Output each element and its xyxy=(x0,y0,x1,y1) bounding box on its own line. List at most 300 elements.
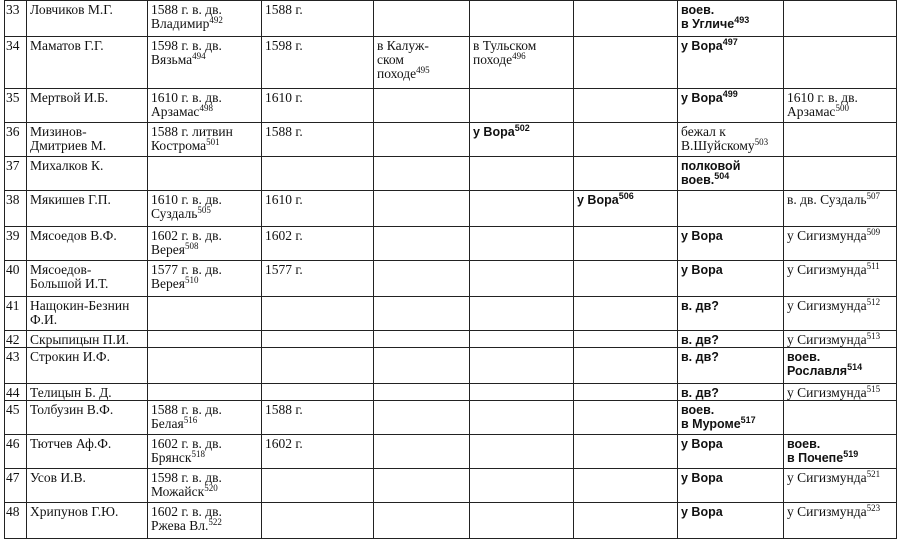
cell-text xyxy=(473,125,570,139)
footnote-ref: 522 xyxy=(208,517,222,527)
table-cell xyxy=(27,89,148,123)
cell-text: Ловчиков М.Г. xyxy=(30,2,113,17)
cell-text xyxy=(151,519,258,533)
table-row xyxy=(5,123,897,157)
table-cell xyxy=(374,503,470,539)
table-cell xyxy=(574,191,678,227)
table-cell xyxy=(784,348,897,384)
footnote-ref: 497 xyxy=(722,37,738,47)
cell-text: 1610 г. в. дв. xyxy=(151,90,222,105)
cell-text xyxy=(151,243,258,257)
table-row xyxy=(5,401,897,435)
cell-text xyxy=(787,471,893,485)
cell-text: у Сигизмунда xyxy=(787,504,867,519)
table-cell xyxy=(784,261,897,297)
footnote-ref: 496 xyxy=(512,51,526,61)
table-cell xyxy=(470,1,574,37)
table-cell xyxy=(678,297,784,331)
table-cell xyxy=(374,469,470,503)
cell-text: 1588 г. xyxy=(265,124,303,139)
table-cell xyxy=(262,261,374,297)
table-cell xyxy=(784,89,897,123)
table-body xyxy=(5,1,897,539)
cell-text: Арзамас xyxy=(787,104,836,119)
table-cell xyxy=(678,227,784,261)
cell-text: Мизинов- xyxy=(30,124,87,139)
cell-text xyxy=(151,139,258,153)
table-cell xyxy=(678,435,784,469)
cell-text: в Угличе xyxy=(681,17,735,31)
table-cell xyxy=(784,297,897,331)
table-cell xyxy=(148,331,262,348)
table-cell xyxy=(27,297,148,331)
footnote-ref: 508 xyxy=(184,241,199,251)
table-cell xyxy=(27,384,148,401)
table-cell xyxy=(470,435,574,469)
cell-text xyxy=(151,485,258,499)
table-row xyxy=(5,261,897,297)
table-row xyxy=(5,331,897,348)
table-cell xyxy=(784,401,897,435)
table-row xyxy=(5,89,897,123)
row-number: 40 xyxy=(5,261,27,297)
table-cell xyxy=(27,469,148,503)
row-number: 42 xyxy=(5,331,27,348)
table-cell xyxy=(148,261,262,297)
table-cell xyxy=(148,401,262,435)
table-cell xyxy=(374,435,470,469)
table-cell xyxy=(470,261,574,297)
table-cell xyxy=(27,503,148,539)
table-cell xyxy=(678,348,784,384)
row-number: 48 xyxy=(5,503,27,539)
row-number: 47 xyxy=(5,469,27,503)
table-row xyxy=(5,469,897,503)
cell-text xyxy=(473,53,570,67)
table-cell xyxy=(148,227,262,261)
cell-text: в. дв? xyxy=(681,333,719,347)
cell-text: 1602 г. в. дв. xyxy=(151,504,222,519)
table-cell xyxy=(374,37,470,89)
table-cell xyxy=(784,435,897,469)
table-cell xyxy=(574,37,678,89)
footnote-ref: 500 xyxy=(835,103,849,113)
table-cell xyxy=(678,469,784,503)
table-cell xyxy=(262,297,374,331)
footnote-ref: 502 xyxy=(514,123,530,133)
footnote-ref: 520 xyxy=(204,483,218,493)
table-cell xyxy=(470,157,574,191)
table-cell xyxy=(148,123,262,157)
table-cell xyxy=(678,89,784,123)
table-cell xyxy=(27,191,148,227)
table-cell xyxy=(574,261,678,297)
cell-text: Владимир xyxy=(151,16,210,31)
footnote-ref: 516 xyxy=(183,415,198,425)
footnote-ref: 511 xyxy=(866,261,880,271)
table-cell xyxy=(27,227,148,261)
cell-text: Белая xyxy=(151,416,184,431)
cell-text: в. дв? xyxy=(681,350,719,364)
table-row xyxy=(5,191,897,227)
table-cell xyxy=(148,384,262,401)
table-cell xyxy=(574,297,678,331)
row-number: 46 xyxy=(5,435,27,469)
table-cell xyxy=(678,503,784,539)
cell-text: Вязьма xyxy=(151,52,193,67)
cell-text: 1602 г. в. дв. xyxy=(151,228,222,243)
table-cell xyxy=(678,1,784,37)
footnote-ref: 514 xyxy=(847,362,863,372)
cell-text: 1610 г. в. дв. xyxy=(787,90,858,105)
table-cell xyxy=(374,227,470,261)
cell-text: у Вора xyxy=(577,193,619,207)
cell-text: 1588 г. в. дв. xyxy=(151,2,222,17)
cell-text: 1577 г. xyxy=(265,262,303,277)
table-cell xyxy=(262,348,374,384)
table-cell xyxy=(148,89,262,123)
cell-text: 1598 г. xyxy=(265,38,303,53)
table-cell xyxy=(678,401,784,435)
cell-text: Телицын Б. Д. xyxy=(30,385,112,400)
table-cell xyxy=(784,384,897,401)
cell-text xyxy=(787,386,893,400)
cell-text: Хрипунов Г.Ю. xyxy=(30,504,119,519)
footnote-ref: 501 xyxy=(206,137,220,147)
row-number: 45 xyxy=(5,401,27,435)
table-cell xyxy=(262,401,374,435)
cell-text: воев. xyxy=(787,350,821,364)
cell-text: у Сигизмунда xyxy=(787,332,867,347)
table-cell xyxy=(678,123,784,157)
cell-text: ском xyxy=(377,52,404,67)
table-cell xyxy=(470,401,574,435)
cell-text: 1588 г. xyxy=(265,2,303,17)
table-cell xyxy=(784,469,897,503)
cell-text: 1602 г. xyxy=(265,228,303,243)
cell-text: у Вора xyxy=(681,505,723,519)
footnote-ref: 504 xyxy=(714,171,730,181)
cell-text: Дмитриев М. xyxy=(30,138,107,153)
table-row xyxy=(5,384,897,401)
table-cell xyxy=(574,384,678,401)
table-cell xyxy=(374,348,470,384)
cell-text xyxy=(787,193,893,207)
cell-text: 1598 г. в. дв. xyxy=(151,470,222,485)
table-cell xyxy=(470,331,574,348)
table-cell xyxy=(262,123,374,157)
table-row xyxy=(5,157,897,191)
table-cell xyxy=(470,503,574,539)
nobles-table xyxy=(4,0,897,539)
cell-text: у Сигизмунда xyxy=(787,470,867,485)
table-cell xyxy=(470,123,574,157)
table-cell xyxy=(148,348,262,384)
table-cell xyxy=(374,261,470,297)
cell-text: Скрыпицын П.И. xyxy=(30,332,129,347)
table-cell xyxy=(262,191,374,227)
table-cell xyxy=(262,435,374,469)
table-cell xyxy=(27,1,148,37)
cell-text: Усов И.В. xyxy=(30,470,86,485)
table-row xyxy=(5,297,897,331)
table-cell xyxy=(470,191,574,227)
table-cell xyxy=(574,503,678,539)
cell-text: в. дв? xyxy=(681,386,719,400)
cell-text: у Вора xyxy=(681,437,723,451)
table-cell xyxy=(27,157,148,191)
cell-text xyxy=(787,105,893,119)
footnote-ref: 517 xyxy=(740,415,756,425)
table-cell xyxy=(470,297,574,331)
cell-text xyxy=(681,39,780,53)
cell-text: В.Шуйскому xyxy=(681,138,755,153)
table-cell xyxy=(574,227,678,261)
cell-text: 1577 г. в. дв. xyxy=(151,262,222,277)
cell-text: в. дв. Суздаль xyxy=(787,192,867,207)
cell-text: Ф.И. xyxy=(30,312,58,327)
table-cell xyxy=(148,37,262,89)
cell-text: 1610 г. в. дв. xyxy=(151,192,222,207)
table-row xyxy=(5,435,897,469)
table-cell xyxy=(574,469,678,503)
table-cell xyxy=(470,348,574,384)
cell-text xyxy=(151,53,258,67)
cell-text xyxy=(681,417,780,431)
table-cell xyxy=(784,503,897,539)
footnote-ref: 503 xyxy=(754,137,769,147)
cell-text: у Сигизмунда xyxy=(787,298,867,313)
cell-text: Кострома xyxy=(151,138,207,153)
cell-text: 1588 г. литвин xyxy=(151,124,233,139)
footnote-ref: 509 xyxy=(866,227,881,237)
cell-text: Мясоедов- xyxy=(30,262,92,277)
cell-text xyxy=(151,17,258,31)
cell-text xyxy=(787,333,893,347)
cell-text: полковой xyxy=(681,159,741,173)
cell-text: Ржева Вл. xyxy=(151,518,209,533)
cell-text: 1598 г. в. дв. xyxy=(151,38,222,53)
cell-text: походе xyxy=(473,52,513,67)
row-number: 37 xyxy=(5,157,27,191)
footnote-ref: 513 xyxy=(866,331,881,341)
table-cell xyxy=(784,191,897,227)
table-cell xyxy=(374,384,470,401)
cell-text xyxy=(681,17,780,31)
table-cell xyxy=(574,157,678,191)
cell-text xyxy=(377,67,466,81)
cell-text: у Сигизмунда xyxy=(787,385,867,400)
cell-text: Толбузин В.Ф. xyxy=(30,402,114,417)
table-cell xyxy=(27,37,148,89)
cell-text: у Вора xyxy=(681,263,723,277)
cell-text: в Муроме xyxy=(681,417,741,431)
table-cell xyxy=(574,331,678,348)
cell-text xyxy=(681,91,780,105)
cell-text xyxy=(681,173,780,187)
table-cell xyxy=(148,469,262,503)
cell-text: в Почепе xyxy=(787,451,844,465)
cell-text: у Сигизмунда xyxy=(787,228,867,243)
cell-text: Рославля xyxy=(787,364,848,378)
table-cell xyxy=(374,89,470,123)
cell-text: 1610 г. xyxy=(265,90,303,105)
cell-text: Мякишев Г.П. xyxy=(30,192,111,207)
cell-text: у Вора xyxy=(681,91,723,105)
cell-text xyxy=(151,451,258,465)
footnote-ref: 492 xyxy=(209,15,223,25)
table-cell xyxy=(574,401,678,435)
table-cell xyxy=(574,1,678,37)
footnote-ref: 493 xyxy=(734,15,750,25)
table-row xyxy=(5,37,897,89)
table-cell xyxy=(27,348,148,384)
cell-text: Михалков К. xyxy=(30,158,104,173)
table-cell xyxy=(262,37,374,89)
table-cell xyxy=(148,191,262,227)
row-number: 34 xyxy=(5,37,27,89)
cell-text: Тютчев Аф.Ф. xyxy=(30,436,112,451)
cell-text: Нащокин-Безнин xyxy=(30,298,130,313)
table-cell xyxy=(470,469,574,503)
row-number: 35 xyxy=(5,89,27,123)
cell-text: 1588 г. в. дв. xyxy=(151,402,222,417)
table-cell xyxy=(784,157,897,191)
table-cell xyxy=(148,1,262,37)
footnote-ref: 521 xyxy=(866,469,881,479)
cell-text: Верея xyxy=(151,242,185,257)
table-cell xyxy=(262,1,374,37)
table-cell xyxy=(784,331,897,348)
cell-text: Суздаль xyxy=(151,206,198,221)
cell-text: воев. xyxy=(681,173,715,187)
table-cell xyxy=(470,227,574,261)
table-cell xyxy=(374,157,470,191)
footnote-ref: 506 xyxy=(618,191,634,201)
footnote-ref: 510 xyxy=(184,275,199,285)
table-cell xyxy=(262,384,374,401)
cell-text: Брянск xyxy=(151,450,192,465)
cell-text: Мясоедов В.Ф. xyxy=(30,228,117,243)
row-number: 41 xyxy=(5,297,27,331)
table-cell xyxy=(262,157,374,191)
table-row xyxy=(5,348,897,384)
cell-text: у Вора xyxy=(681,39,723,53)
table-row xyxy=(5,1,897,37)
table-cell xyxy=(374,123,470,157)
footnote-ref: 494 xyxy=(192,51,206,61)
table-cell xyxy=(27,261,148,297)
cell-text xyxy=(681,139,780,153)
cell-text: Мертвой И.Б. xyxy=(30,90,109,105)
table-cell xyxy=(27,401,148,435)
table-cell xyxy=(27,331,148,348)
cell-text: 1610 г. xyxy=(265,192,303,207)
table-cell xyxy=(262,227,374,261)
cell-text xyxy=(151,105,258,119)
row-number: 43 xyxy=(5,348,27,384)
cell-text: в. дв? xyxy=(681,299,719,313)
table-cell xyxy=(262,89,374,123)
cell-text xyxy=(787,364,893,378)
table-cell xyxy=(678,261,784,297)
table-cell xyxy=(574,123,678,157)
cell-text xyxy=(577,193,674,207)
table-cell xyxy=(470,37,574,89)
table-cell xyxy=(784,37,897,89)
table-cell xyxy=(148,157,262,191)
footnote-ref: 515 xyxy=(866,384,881,394)
table-cell xyxy=(784,227,897,261)
cell-text: Верея xyxy=(151,276,185,291)
table-cell xyxy=(678,191,784,227)
footnote-ref: 507 xyxy=(866,191,880,201)
table-cell xyxy=(470,384,574,401)
cell-text xyxy=(787,229,893,243)
cell-text: в Калуж- xyxy=(377,38,429,53)
cell-text: воев. xyxy=(681,403,715,417)
table-cell xyxy=(27,435,148,469)
footnote-ref: 505 xyxy=(197,205,211,215)
row-number: 44 xyxy=(5,384,27,401)
footnote-ref: 499 xyxy=(722,89,738,99)
table-cell xyxy=(262,503,374,539)
cell-text: бежал к xyxy=(681,124,726,139)
table-cell xyxy=(27,123,148,157)
footnote-ref: 498 xyxy=(199,103,213,113)
table-cell xyxy=(148,503,262,539)
table-cell xyxy=(148,435,262,469)
table-cell xyxy=(678,157,784,191)
cell-text: 1602 г. в. дв. xyxy=(151,436,222,451)
cell-text xyxy=(787,263,893,277)
table-cell xyxy=(574,89,678,123)
row-number: 33 xyxy=(5,1,27,37)
table-cell xyxy=(374,297,470,331)
row-number: 38 xyxy=(5,191,27,227)
cell-text: у Вора xyxy=(681,471,723,485)
table-cell xyxy=(262,331,374,348)
cell-text: у Вора xyxy=(473,125,515,139)
cell-text: в Тульском xyxy=(473,38,537,53)
footnote-ref: 518 xyxy=(191,449,205,459)
table-cell xyxy=(784,123,897,157)
cell-text xyxy=(787,505,893,519)
cell-text: Большой И.Т. xyxy=(30,276,109,291)
table-cell xyxy=(678,331,784,348)
table-cell xyxy=(678,384,784,401)
cell-text xyxy=(787,299,893,313)
cell-text: у Сигизмунда xyxy=(787,262,867,277)
table-cell xyxy=(374,191,470,227)
footnote-ref: 512 xyxy=(866,297,881,307)
cell-text: воев. xyxy=(787,437,821,451)
cell-text xyxy=(151,417,258,431)
table-cell xyxy=(262,469,374,503)
cell-text: 1602 г. xyxy=(265,436,303,451)
table-cell xyxy=(784,1,897,37)
table-cell xyxy=(574,348,678,384)
table-row xyxy=(5,503,897,539)
row-number: 36 xyxy=(5,123,27,157)
cell-text: Строкин И.Ф. xyxy=(30,349,110,364)
table-cell xyxy=(148,297,262,331)
cell-text xyxy=(151,207,258,221)
cell-text: Арзамас xyxy=(151,104,200,119)
cell-text xyxy=(151,277,258,291)
cell-text: Маматов Г.Г. xyxy=(30,38,104,53)
table-cell xyxy=(574,435,678,469)
